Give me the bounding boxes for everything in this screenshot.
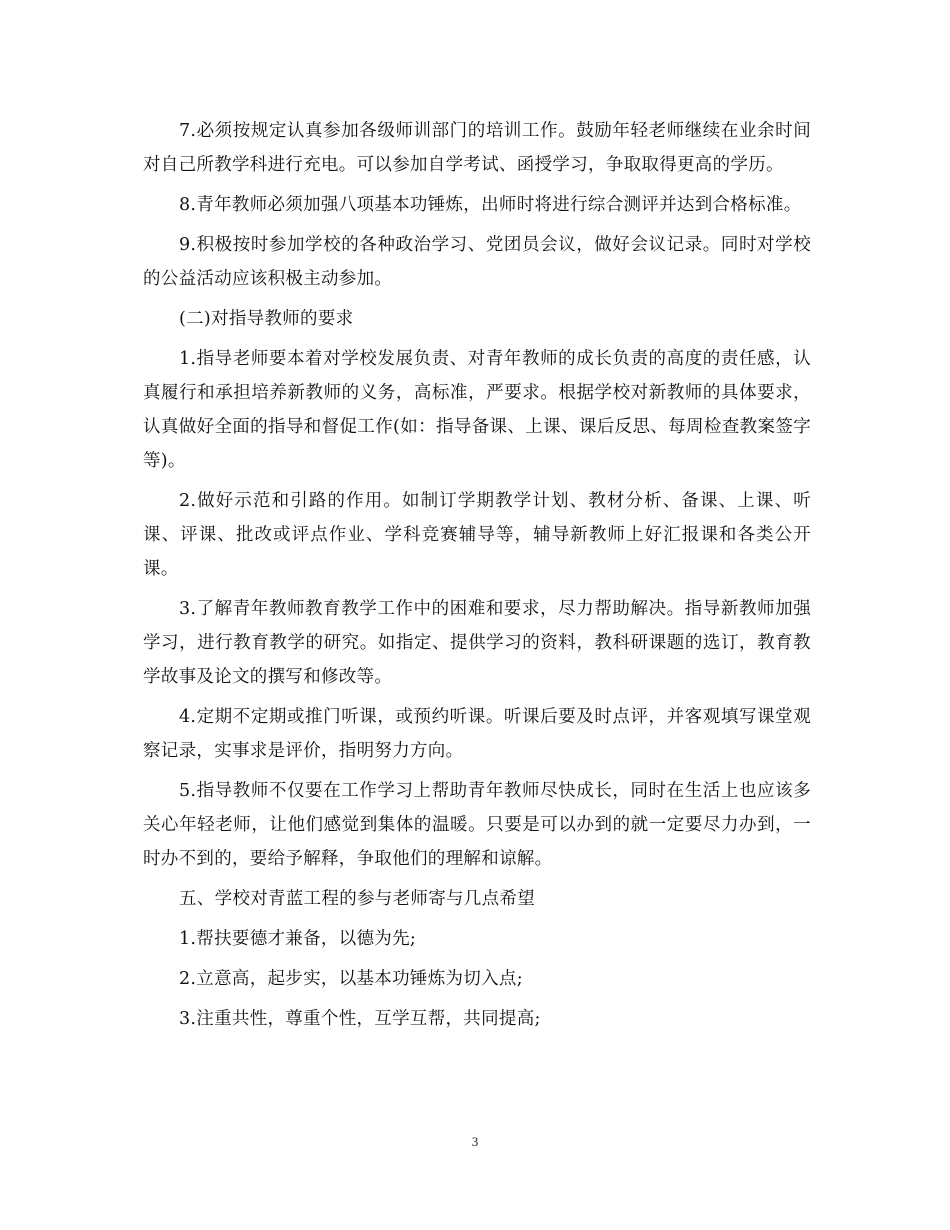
paragraph-item-9: 9.积极按时参加学校的各种政治学习、党团员会议，做好会议记录。同时对学校的公益活动应该积极主动参加。 — [143, 235, 811, 289]
paragraph-mentor-3: 3.了解青年教师教育教学工作中的困难和要求，尽力帮助解决。指导新教师加强学习，进行教育教学的研究。如指定、提供学习的资料，教科研课题的选订，教育教学故事及论文的撰写和修改等。 — [143, 599, 811, 687]
section-heading-school-hopes: 五、学校对青蓝工程的参与老师寄与几点希望 — [179, 889, 535, 909]
paragraph-mentor-5: 5.指导教师不仅要在工作学习上帮助青年教师尽快成长，同时在生活上也应该多关心年轻老师，让他们感觉到集体的温暖。只要是可以办到的就一定要尽力办到，一时办不到的，要给予解释，争取他们的理解和谅解。 — [143, 781, 811, 869]
paragraph-mentor-1: 1.指导老师要本着对学校发展负责、对青年教师的成长负责的高度的责任感，认真履行和承担培养新教师的义务，高标准，严要求。根据学校对新教师的具体要求，认真做好全面的指导和督促工作(如：指导备课、上课、课后反思、每周检查教案签字等)。 — [143, 349, 811, 471]
paragraph-mentor-4: 4.定期不定期或推门听课，或预约听课。听课后要及时点评，并客观填写课堂观察记录，实事求是评价，指明努力方向。 — [143, 707, 811, 761]
paragraph-item-7: 7.必须按规定认真参加各级师训部门的培训工作。鼓励年轻老师继续在业余时间对自己所教学科进行充电。可以参加自学考试、函授学习，争取取得更高的学历。 — [143, 121, 811, 175]
page-number: 3 — [471, 1134, 479, 1149]
hope-item-2: 2.立意高，起步实，以基本功锤炼为切入点; — [179, 969, 523, 989]
hope-item-3: 3.注重共性，尊重个性，互学互帮，共同提高; — [179, 1009, 541, 1029]
document-body — [143, 114, 811, 1042]
paragraph-item-8: 8.青年教师必须加强八项基本功锤炼，出师时将进行综合测评并达到合格标准。 — [179, 195, 802, 215]
section-heading-mentor-requirements: (二)对指导教师的要求 — [179, 309, 354, 329]
hope-item-1: 1.帮扶要德才兼备，以德为先; — [179, 929, 417, 949]
paragraph-mentor-2: 2.做好示范和引路的作用。如制订学期教学计划、教材分析、备课、上课、听课、评课、批改或评点作业、学科竞赛辅导等，辅导新教师上好汇报课和各类公开课。 — [143, 491, 811, 579]
